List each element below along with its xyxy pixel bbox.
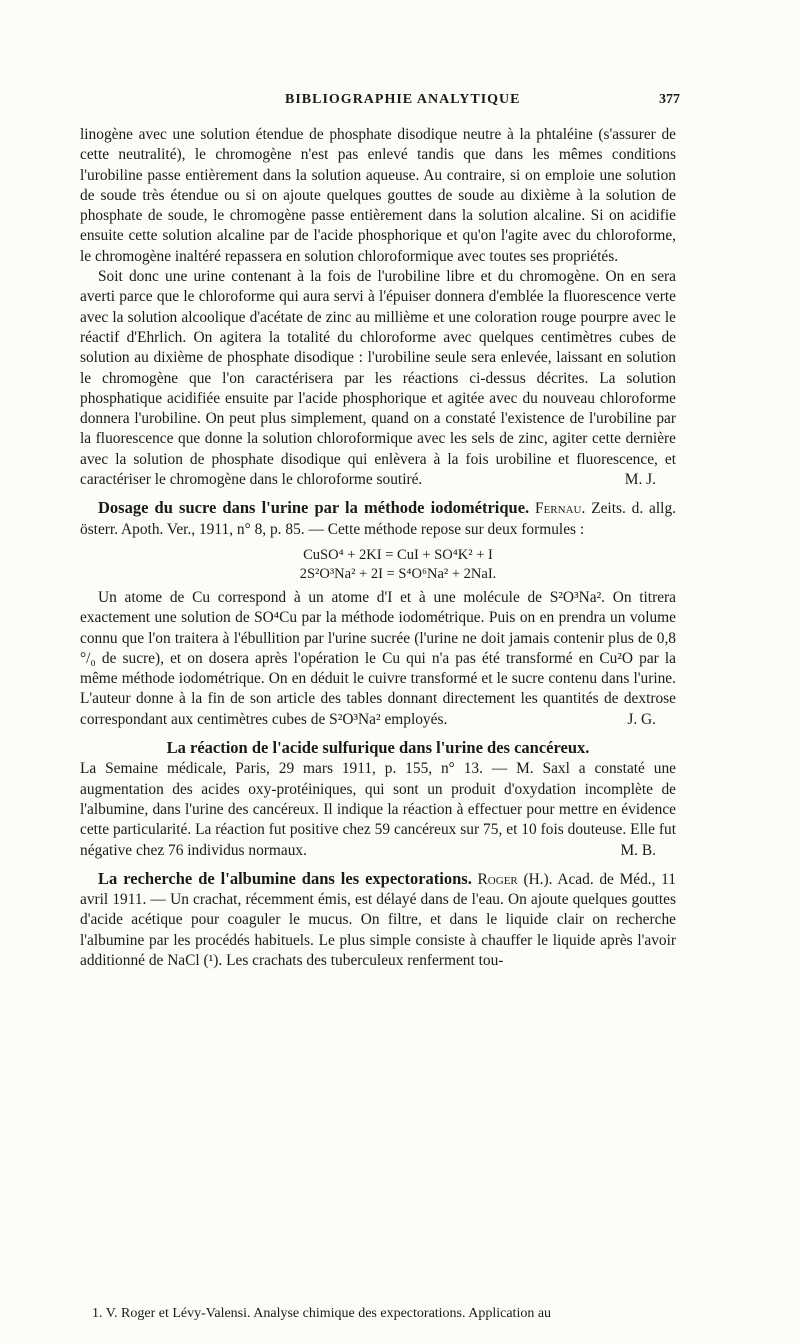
formula-block [80, 546, 676, 584]
article-2-title: La réaction de l'acide sulfurique dans l'urine des cancéreux. [166, 738, 590, 758]
article-dosage-sucre [80, 498, 676, 730]
formula-2: 2S²O³Na² + 2I = S⁴O⁶Na² + 2NaI. [299, 565, 497, 582]
page-body [80, 125, 676, 971]
article-3-author: Roger (H.). [477, 870, 553, 888]
article-1-author: Fernau. [535, 500, 586, 518]
signature-mj: M. J. [624, 471, 656, 489]
page-header [80, 92, 680, 116]
page-number: 377 [659, 92, 680, 107]
intro-paragraph-2-text: Soit donc une urine contenant à la fois de l'urobiline libre et du chromogène. On en sera averti parce que le chloroforme qui aura servi à l'épuiser donnera d'emblée la fluorescence verte avec la solution alcoolique d'acétate de zinc au millième et une coloration rouge pourpre avec le réactif d'Ehrlich. On agitera la totalité du chloroforme avec quelques centimètres cubes de solution au dixième de phosphate disodique : l'urobiline seule sera enlevée, laissant en solution le chromogène que l'on caractérisera par les réactions ci-dessus décrites. La solution phosphatique acidifiée ensuite par l'acide phosphorique et agitée avec du nouveau chloroforme donnera l'urobiline. On peut plus simplement, quand on a constaté l'existence de l'urobiline par la fluorescence que donne la solution chloroformique avec les sels de zinc, agiter cette dernière avec la solution de phosphate disodique qui enlèvera à la fois urobiline et fluorescence, et caractériser le chromogène dans le chloroforme soutiré. [80, 268, 676, 489]
intro-paragraph-1: linogène avec une solution étendue de phosphate disodique neutre à la phtaléine (s'assurer de cette neutralité), le chromogène n'est pas enlevé tandis que dans les mêmes conditions l'urobiline passe entièrement dans la solution aqueuse. Au contraire, si on emploie une solution de soude très étendue ou si on ajoute quelques gouttes de soude au dixième à la solution de phosphate de soude, le chromogène passe entièrement dans la solution alcaline. Si on acidifie ensuite cette solution alcaline par de l'acide phosphorique et qu'on l'agite avec du chloroforme, le chromogène inaltéré repassera en solution chloroformique avec toutes ses propriétés. [80, 126, 676, 265]
formula-1: CuSO⁴ + 2KI = CuI + SO⁴K² + I [303, 546, 493, 563]
signature-jg: J. G. [627, 710, 656, 728]
article-albumine [80, 869, 676, 971]
article-3-body: Acad. de Méd., 11 avril 1911. — Un crachat, récemment émis, est délayé dans de l'eau. On ajoute quelques gouttes d'acide acétique pour coaguler le mucus. On filtre, et dans le liquide clair on recherche l'albumine par les procédés habituels. Le plus simple consiste à chauffer le liquide après l'avoir additionné de NaCl (¹). Les crachats des tuberculeux renferment tou- [80, 870, 676, 969]
footnote: 1. V. Roger et Lévy-Valensi. Analyse chimique des expectorations. Application au [92, 1306, 552, 1321]
article-1-body: Un atome de Cu correspond à un atome d'I et à une molécule de S²O³Na². On titrera exactement une solution de SO⁴Cu par la méthode iodométrique. Puis on en prendra un volume connu que l'on traitera à l'ébullition par l'urine sucrée (l'urine ne doit jamais contenir plus de 0,8 °/₀ de sucre), et on dosera après l'opération le Cu qui n'a pas été transformé en Cu²O par la même méthode iodométrique. On en déduit le cuivre transformé et le sucre contenu dans l'urine. L'auteur donne à la fin de son article des tables donnant directement les quantités de dextrose correspondant aux centimètres cubes de S²O³Na² employés. [80, 588, 676, 728]
article-acide-sulfurique [80, 738, 676, 861]
article-1-title: Dosage du sucre dans l'urine par la méthode iodométrique. [98, 498, 530, 518]
article-3-title: La recherche de l'albumine dans les expectorations. [98, 868, 472, 888]
intro-paragraph-2 [80, 267, 676, 490]
signature-mb: M. B. [620, 841, 656, 859]
running-title: BIBLIOGRAPHIE ANALYTIQUE [285, 92, 521, 107]
article-1-citation: Zeits. d. allg. österr. Apoth. Ver., 1911, n° 8, p. 85. — Cette méthode repose sur deux formules : [80, 500, 676, 538]
article-2-body: La Semaine médicale, Paris, 29 mars 1911, p. 155, n° 13. — M. Saxl a constaté une augmentation des acides oxy-protéiniques, qui sont un produit d'oxydation incomplète de l'albumine, dans l'urine des cancéreux. Il indique la réaction à effectuer pour mettre en évidence cette particularité. La réaction fut positive chez 59 cancéreux sur 75, et 10 fois douteuse. Elle fut négative chez 76 individus normaux. [80, 760, 676, 859]
